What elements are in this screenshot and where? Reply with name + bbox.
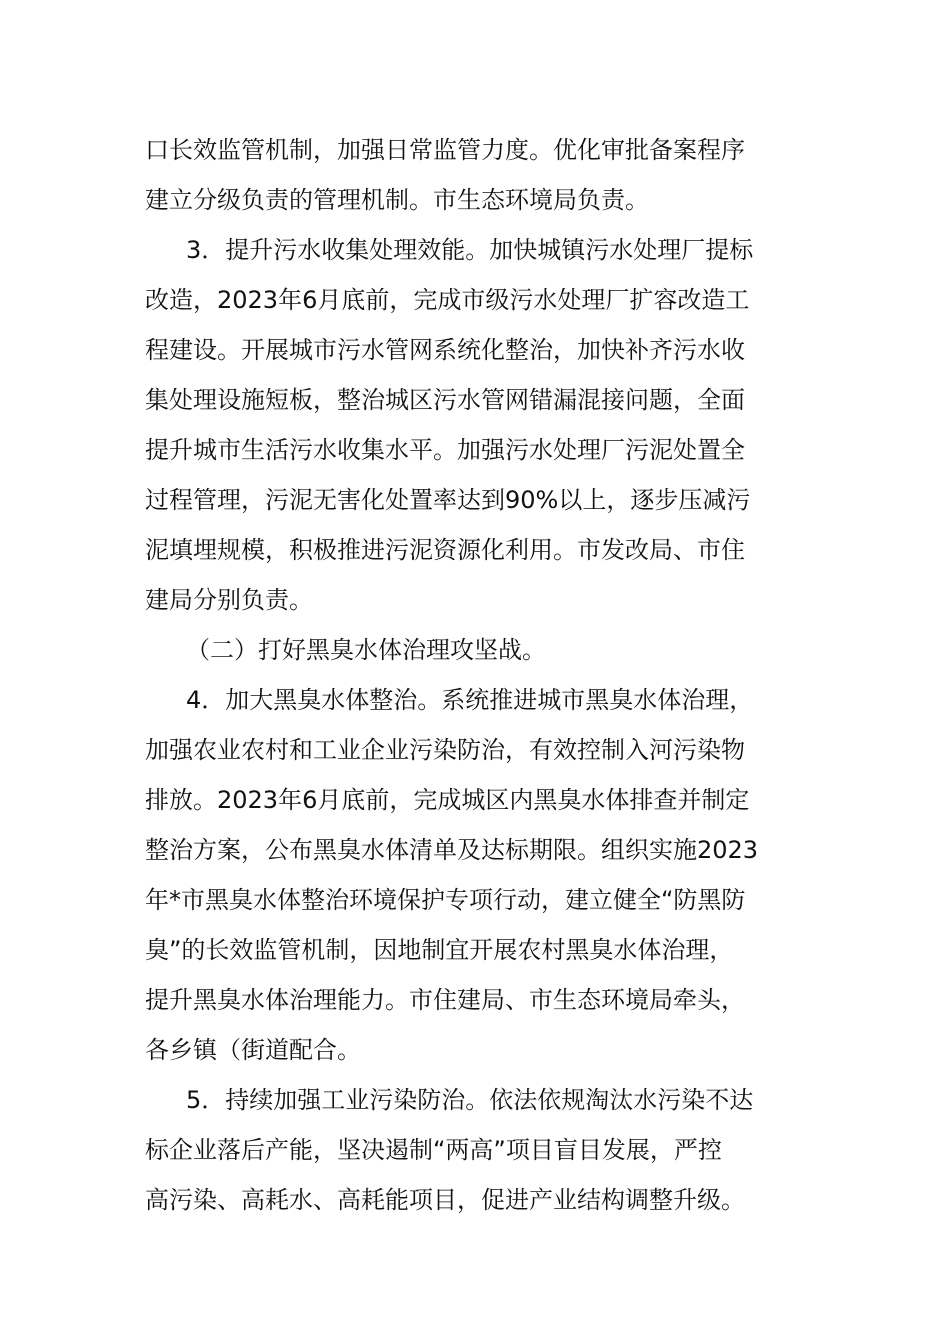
text-line-1: 口长效监管机制，加强日常监管力度。优化审批备案程序 — [145, 136, 745, 164]
text-line-15: 整治方案，公布黑臭水体清单及达标期限。组织实施2023 — [145, 836, 759, 864]
text-line-16: 年*市黑臭水体整治环境保护专项行动，建立健全“防黑防 — [145, 886, 746, 914]
text-line-14: 排放。2023年6月底前，完成城区内黑臭水体排查并制定 — [145, 786, 750, 814]
text-line-12: 4．加大黑臭水体整治。系统推进城市黑臭水体治理， — [186, 686, 754, 714]
text-line-6: 集处理设施短板，整治城区污水管网错漏混接问题，全面 — [145, 386, 745, 414]
text-line-9: 泥填埋规模，积极推进污泥资源化利用。市发改局、市住 — [145, 536, 745, 564]
text-line-7: 提升城市生活污水收集水平。加强污水处理厂污泥处置全 — [145, 436, 745, 464]
text-line-20: 5．持续加强工业污染防治。依法依规淘汰水污染不达 — [186, 1086, 754, 1114]
text-line-22: 高污染、高耗水、高耗能项目，促进产业结构调整升级。 — [145, 1186, 745, 1214]
text-line-13: 加强农业农村和工业企业污染防治，有效控制入河污染物 — [145, 736, 745, 764]
text-line-3: 3．提升污水收集处理效能。加快城镇污水处理厂提标 — [186, 236, 754, 264]
text-line-4: 改造，2023年6月底前，完成市级污水处理厂扩容改造工 — [145, 286, 750, 314]
section-heading: （二）打好黑臭水体治理攻坚战。 — [186, 636, 546, 664]
text-line-10: 建局分别负责。 — [145, 586, 313, 614]
text-line-8: 过程管理，污泥无害化处置率达到90%以上，逐步压减污 — [145, 486, 751, 514]
text-line-5: 程建设。开展城市污水管网系统化整治，加快补齐污水收 — [145, 336, 745, 364]
text-line-21: 标企业落后产能，坚决遏制“两高”项目盲目发展，严控 — [145, 1136, 722, 1164]
text-line-2: 建立分级负责的管理机制。市生态环境局负责。 — [145, 186, 649, 214]
text-line-18: 提升黑臭水体治理能力。市住建局、市生态环境局牵头， — [145, 986, 745, 1014]
text-line-17: 臭”的长效监管机制，因地制宜开展农村黑臭水体治理， — [145, 936, 734, 964]
text-line-19: 各乡镇（街道配合。 — [145, 1036, 361, 1064]
